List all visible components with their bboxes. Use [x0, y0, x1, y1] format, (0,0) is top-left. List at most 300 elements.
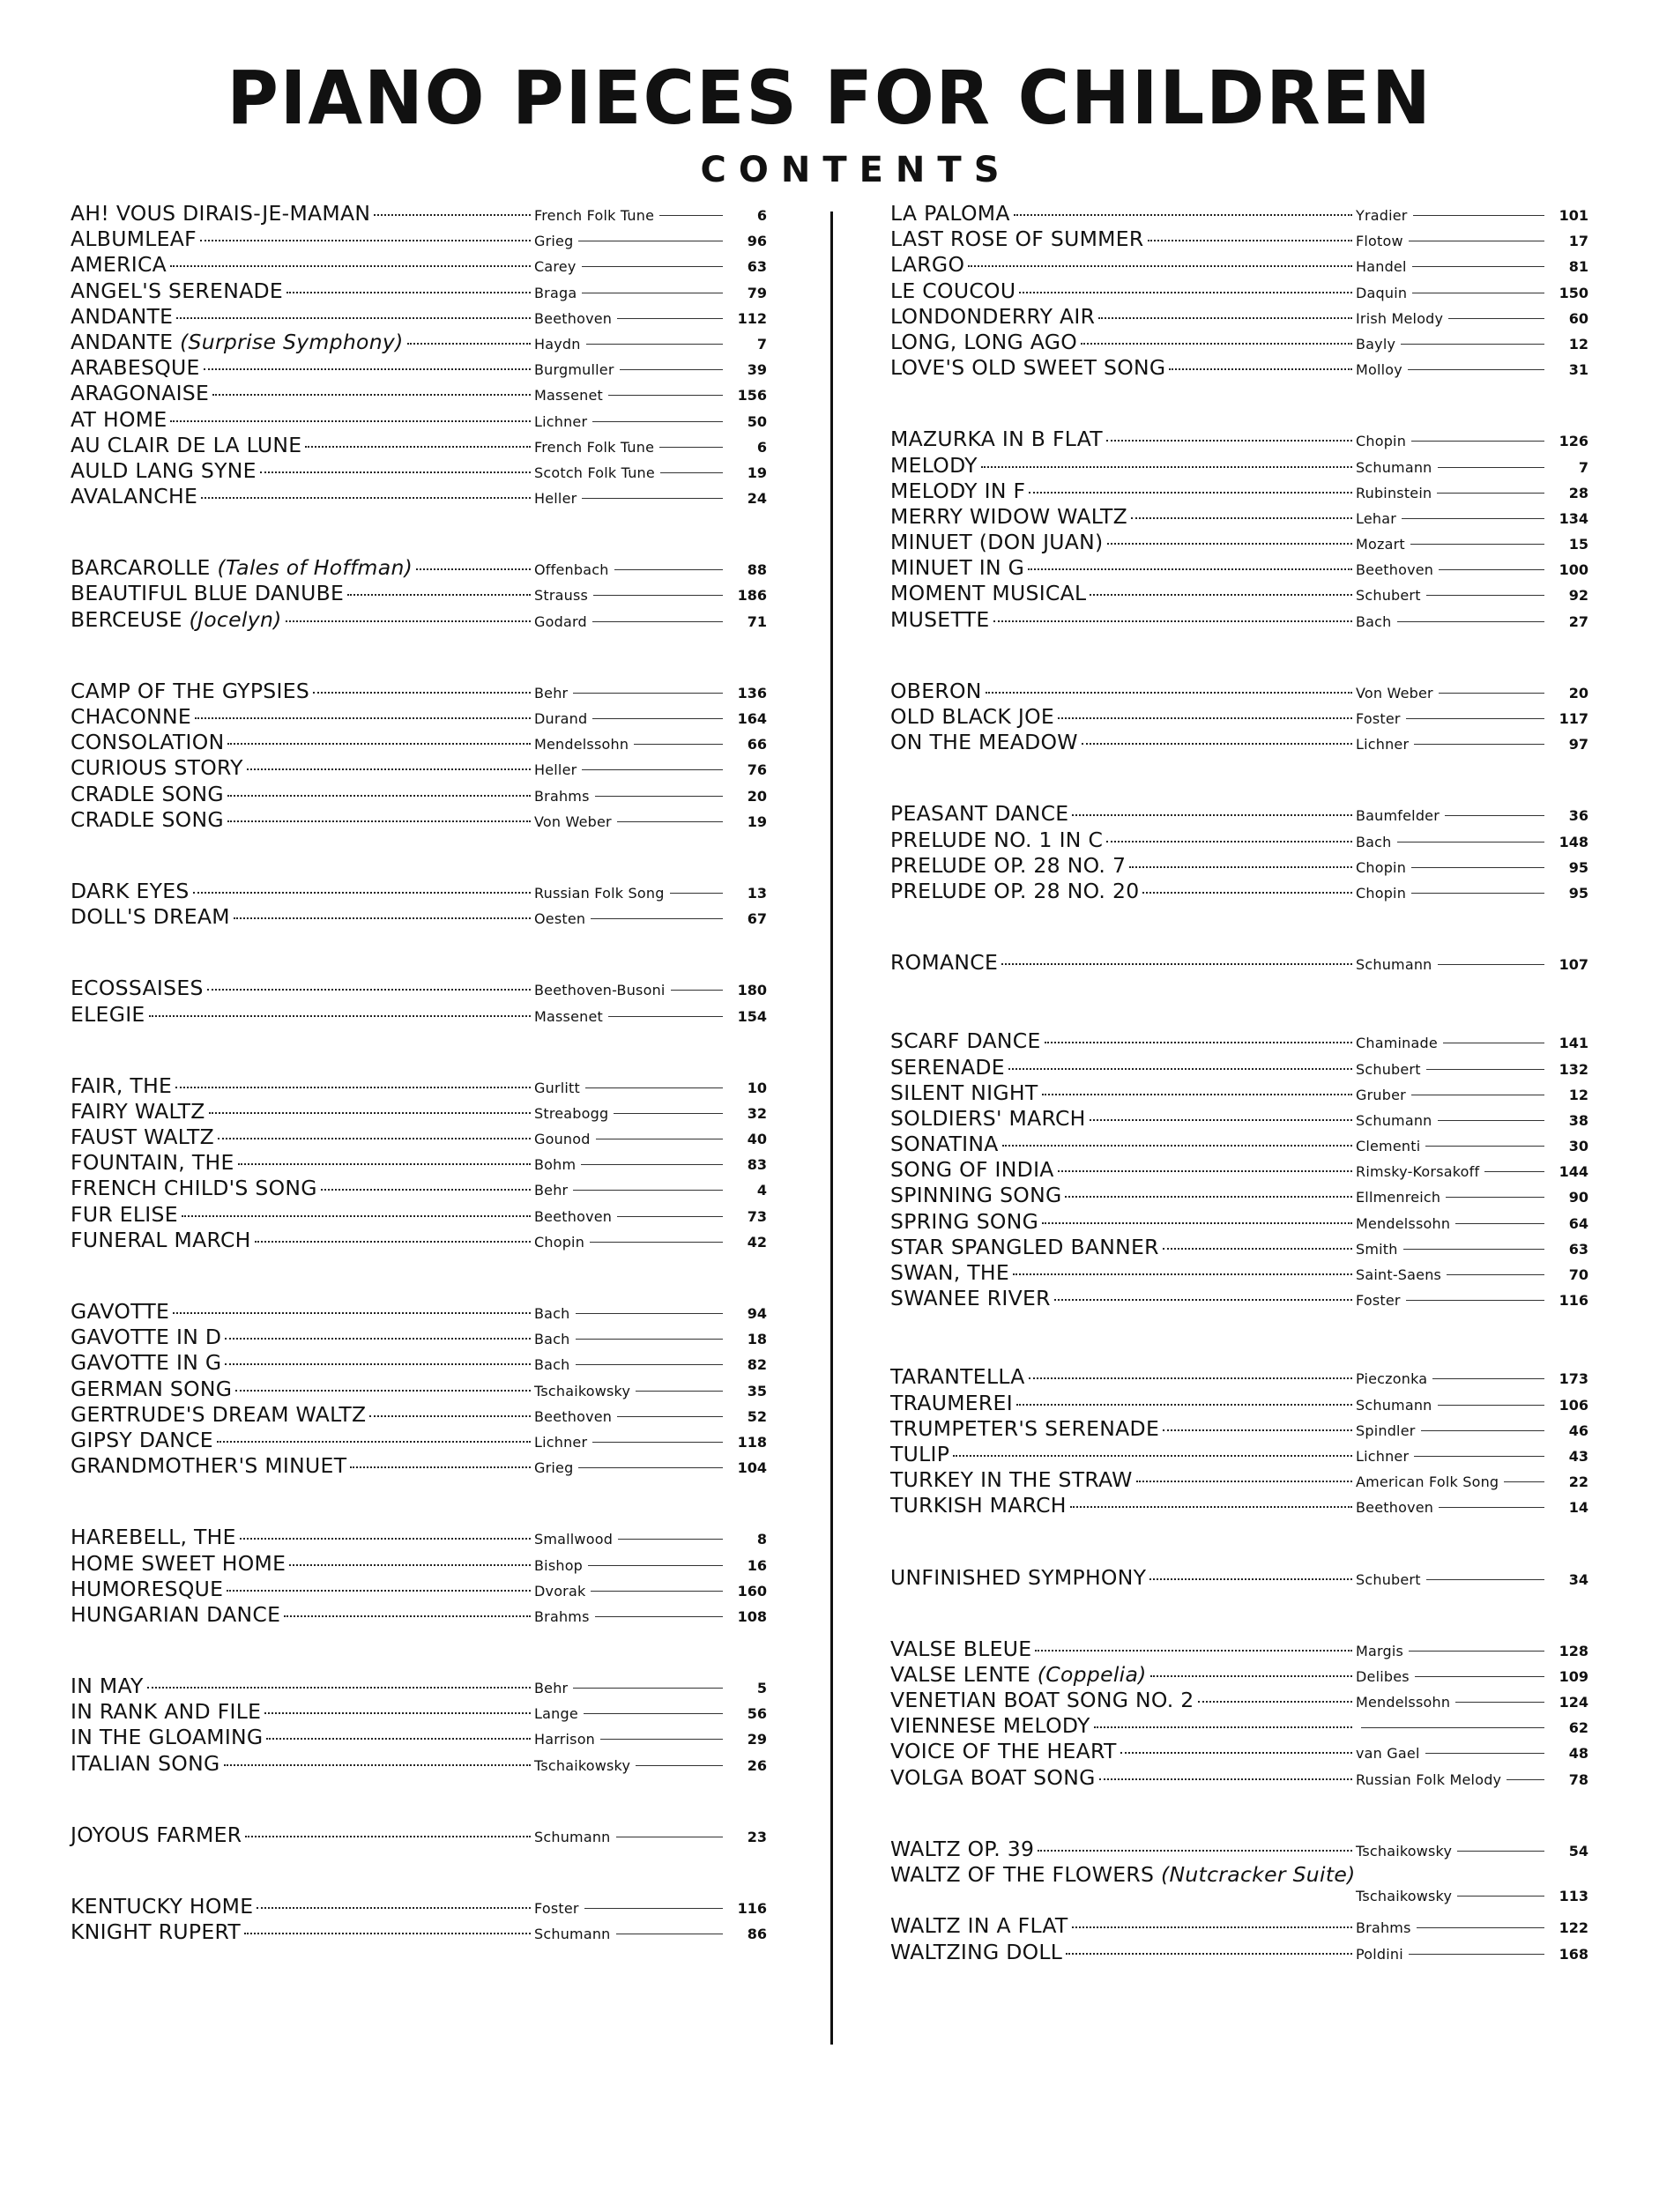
dot-leader — [1169, 368, 1352, 370]
entry-title — [890, 1183, 1061, 1207]
entry-title — [71, 1551, 286, 1576]
composer-name: Mendelssohn — [1356, 1214, 1451, 1232]
dot-leader — [266, 1738, 531, 1740]
composer-name: Von Weber — [534, 813, 612, 830]
entry-title — [890, 355, 1165, 380]
toc-entry-french-child-s-song — [71, 1176, 767, 1201]
entry-title — [71, 226, 197, 251]
entry-title-text: GAVOTTE IN G — [71, 1350, 222, 1376]
entry-composer — [534, 1757, 728, 1774]
toc-entry-gavotte — [71, 1299, 767, 1325]
entry-page-number: 106 — [1559, 1396, 1588, 1414]
dot-leader — [170, 265, 531, 267]
entry-page-number: 160 — [737, 1582, 767, 1600]
entry-composer — [534, 1080, 728, 1096]
composer-name: Brahms — [534, 1607, 590, 1625]
composer-name: Tschaikowsky — [1356, 1888, 1453, 1905]
letter-group — [71, 879, 767, 930]
entry-composer — [534, 982, 728, 998]
entry-composer — [534, 1608, 728, 1625]
entry-title — [890, 1637, 1031, 1661]
composer-name: French Folk Tune — [534, 438, 655, 456]
entry-page-number: 4 — [756, 1182, 767, 1199]
entry-composer — [1356, 1087, 1550, 1103]
entry-title-text: WALTZING DOLL — [890, 1939, 1063, 1964]
dot-leader — [195, 717, 531, 719]
toc-entry-mazurka-in-b-flat — [890, 427, 1588, 452]
composer-name: Beethoven — [1356, 1499, 1434, 1517]
entry-title — [890, 1467, 1133, 1492]
entry-composer — [1356, 1138, 1550, 1154]
dot-leader — [1045, 1042, 1352, 1043]
entry-title-text: TRAUMEREI — [890, 1390, 1013, 1415]
dot-leader — [227, 820, 531, 822]
dot-leader — [170, 420, 531, 422]
entry-page-number: 15 — [1568, 536, 1588, 553]
dot-leader — [1042, 1222, 1352, 1224]
composer-name: Brahms — [1356, 1919, 1411, 1937]
line-leader — [1438, 1405, 1544, 1406]
toc-entry-la-paloma — [890, 201, 1588, 226]
line-leader — [1408, 369, 1544, 370]
composer-name: Schumann — [534, 1926, 611, 1943]
toc-entry-traumerei — [890, 1391, 1588, 1416]
entry-title-text: MOMENT MUSICAL — [890, 581, 1087, 606]
entry-title — [71, 1525, 236, 1549]
line-leader — [582, 498, 723, 499]
toc-entry-prelude-no-1-in-c — [890, 828, 1588, 853]
entry-title-text: ROMANCE — [890, 950, 999, 976]
entry-page-number: 132 — [1559, 1060, 1588, 1078]
entry-page-number: 38 — [1568, 1111, 1588, 1129]
dot-leader — [1131, 517, 1352, 519]
entry-composer — [1356, 561, 1550, 578]
line-leader — [1455, 1702, 1544, 1703]
entry-page-number: 95 — [1568, 858, 1588, 876]
entry-page-number: 81 — [1568, 258, 1588, 276]
composer-name: Smallwood — [534, 1531, 614, 1548]
toc-entry-andante — [71, 330, 767, 355]
toc-entry-sonatina — [890, 1132, 1588, 1157]
composer-name: Mendelssohn — [1356, 1694, 1451, 1711]
dot-leader — [1066, 1953, 1352, 1955]
composer-name: Lehar — [1356, 509, 1396, 527]
toc-entry-in-may — [71, 1674, 767, 1699]
dot-leader — [1072, 1926, 1352, 1928]
line-leader — [592, 718, 723, 719]
toc-entry-continuation — [890, 1888, 1588, 1913]
composer-name: Beethoven — [1356, 561, 1434, 579]
toc-entry-fair-the — [71, 1073, 767, 1099]
entry-title-text: FOUNTAIN, THE — [71, 1150, 234, 1176]
dot-leader — [1016, 1404, 1352, 1406]
entry-title-text: FAIR, THE — [71, 1073, 173, 1098]
entry-title-text: VOICE OF THE HEART — [890, 1739, 1117, 1764]
entry-page-number: 118 — [737, 1433, 767, 1451]
entry-page-number: 29 — [747, 1731, 767, 1748]
letter-group — [71, 1822, 767, 1848]
entry-page-number: 48 — [1568, 1745, 1588, 1763]
line-leader — [617, 318, 723, 319]
composer-name: van Gael — [1356, 1745, 1420, 1763]
toc-entry-musette — [890, 607, 1588, 633]
composer-name: French Folk Tune — [534, 207, 655, 224]
line-leader — [1425, 1146, 1544, 1147]
composer-name: Bayly — [1356, 335, 1396, 353]
toc-entry-tarantella — [890, 1364, 1588, 1390]
entry-page-number: 71 — [747, 612, 767, 630]
line-leader — [576, 1339, 723, 1340]
entry-composer — [534, 561, 728, 578]
composer-name: Brahms — [534, 787, 590, 805]
dot-leader — [1013, 1273, 1352, 1275]
letter-group — [71, 976, 767, 1027]
entry-composer — [534, 736, 728, 753]
entry-title-text: GERMAN SONG — [71, 1376, 233, 1401]
entry-title — [71, 555, 413, 580]
entry-title — [71, 330, 404, 354]
entry-title-text: PRELUDE OP. 28 NO. 20 — [890, 878, 1140, 903]
entry-composer — [534, 1900, 728, 1917]
entry-title-text: FRENCH CHILD'S SONG — [71, 1176, 317, 1201]
dot-leader — [1149, 1578, 1352, 1580]
entry-composer — [534, 1531, 728, 1548]
entry-page-number: 101 — [1559, 207, 1588, 224]
composer-name: Saint-Saens — [1356, 1266, 1442, 1283]
entry-title — [890, 1688, 1194, 1712]
line-leader — [573, 1688, 723, 1689]
entry-title — [71, 1073, 172, 1098]
line-leader — [1410, 544, 1544, 545]
entry-title — [890, 1391, 1013, 1415]
entry-title — [71, 458, 257, 483]
dot-leader — [1090, 594, 1352, 596]
dot-leader — [1142, 892, 1352, 894]
entry-title-text: GRANDMOTHER'S MINUET — [71, 1453, 347, 1479]
dot-leader — [245, 1836, 531, 1837]
page-title: PIANO PIECES FOR CHILDREN — [227, 55, 1432, 141]
toc-entry-berceuse — [71, 607, 767, 633]
entry-composer — [534, 258, 728, 275]
entry-composer — [1356, 1035, 1550, 1051]
composer-name: Dvorak — [534, 1582, 586, 1600]
entry-title-text: MELODY — [890, 452, 978, 478]
composer-name: Bach — [534, 1305, 570, 1322]
entry-title-text: LAST ROSE OF SUMMER — [890, 226, 1144, 252]
contents-heading: CONTENTS — [700, 150, 1012, 190]
toc-entry-gavotte-in-d — [71, 1325, 767, 1350]
entry-title-text: TRUMPETER'S SERENADE — [890, 1415, 1160, 1441]
entry-page-number: 141 — [1559, 1035, 1588, 1052]
entry-composer — [1356, 1571, 1550, 1588]
entry-composer — [534, 587, 728, 604]
entry-page-number: 13 — [747, 884, 767, 902]
entry-composer — [1356, 1215, 1550, 1232]
entry-title-text: LE COUCOU — [890, 278, 1016, 303]
dot-leader — [238, 1163, 531, 1165]
entry-title — [890, 1157, 1054, 1182]
line-leader — [1409, 1651, 1544, 1652]
composer-name: Gruber — [1356, 1086, 1406, 1103]
entry-title-text: KNIGHT RUPERT — [71, 1919, 242, 1945]
line-leader — [1426, 595, 1544, 596]
toc-entry-gertrude-s-dream-waltz — [71, 1402, 767, 1428]
composer-name: Burgmuller — [534, 361, 614, 379]
line-leader — [1413, 215, 1544, 216]
letter-group — [71, 1894, 767, 1945]
letter-group — [890, 427, 1588, 633]
entry-title — [890, 704, 1054, 729]
dot-leader — [1148, 240, 1352, 241]
letter-group — [890, 1028, 1588, 1311]
entry-composer — [1356, 536, 1550, 553]
entry-title — [890, 1837, 1034, 1861]
entry-page-number: 128 — [1559, 1642, 1588, 1659]
toc-entry-love-s-old-sweet-song — [890, 355, 1588, 381]
toc-entry-unfinished-symphony — [890, 1565, 1588, 1591]
line-leader — [595, 796, 723, 797]
composer-name: Bach — [1356, 833, 1392, 850]
entry-title-text: GAVOTTE — [71, 1299, 170, 1324]
composer-name: Carey — [534, 258, 577, 276]
composer-name: Chaminade — [1356, 1035, 1438, 1052]
entry-composer — [534, 1008, 728, 1025]
entry-title-text: SCARF DANCE — [890, 1028, 1041, 1054]
entry-composer — [1356, 1163, 1550, 1180]
toc-entry-venetian-boat-song-no-2 — [890, 1688, 1588, 1713]
entry-page-number: 67 — [747, 910, 767, 928]
entry-composer — [534, 310, 728, 327]
dot-leader — [1094, 1726, 1352, 1728]
letter-group — [890, 1364, 1588, 1518]
entry-page-number: 113 — [1559, 1888, 1588, 1905]
dot-leader — [1106, 440, 1352, 442]
entry-page-number: 40 — [747, 1131, 767, 1148]
dot-leader — [1029, 492, 1352, 494]
dot-leader — [234, 917, 531, 919]
composer-name: Schumann — [1356, 956, 1432, 974]
letter-group — [890, 1565, 1588, 1591]
line-leader — [582, 266, 723, 267]
line-leader — [592, 1442, 723, 1443]
line-leader — [1425, 1753, 1544, 1754]
entry-title-text: IN RANK AND FILE — [71, 1699, 262, 1725]
toc-entry-knight-rupert — [71, 1919, 767, 1945]
entry-title — [71, 1202, 178, 1227]
composer-name: Schubert — [1356, 1060, 1421, 1078]
dot-leader — [212, 394, 531, 396]
entry-title — [890, 530, 1104, 554]
entry-title — [890, 1913, 1068, 1938]
toc-entry-serenade — [890, 1055, 1588, 1080]
dot-leader — [176, 317, 531, 319]
line-leader — [1414, 744, 1544, 745]
composer-name: Harrison — [534, 1731, 596, 1748]
line-leader — [1504, 1481, 1544, 1482]
dot-leader — [1035, 1650, 1352, 1652]
entry-composer — [1356, 710, 1550, 727]
toc-entry-scarf-dance — [890, 1028, 1588, 1054]
entry-composer — [534, 788, 728, 805]
entry-composer — [1356, 834, 1550, 850]
entry-title — [71, 1751, 220, 1776]
composer-name: Bach — [534, 1331, 570, 1348]
dot-leader — [1065, 1196, 1352, 1198]
dot-leader — [1120, 1752, 1352, 1754]
entry-title — [71, 581, 344, 605]
entry-page-number: 24 — [747, 490, 767, 508]
toc-entry-fur-elise — [71, 1202, 767, 1228]
dot-leader — [1014, 214, 1352, 216]
entry-page-number: 180 — [737, 982, 767, 999]
dot-leader — [240, 1538, 531, 1540]
entry-page-number: 164 — [737, 710, 767, 727]
line-leader — [617, 821, 723, 822]
entry-title-text: MAZURKA IN B FLAT — [890, 427, 1103, 452]
composer-name: Mozart — [1356, 536, 1405, 553]
entry-composer — [534, 439, 728, 456]
toc-entry-tulip — [890, 1442, 1588, 1467]
entry-composer — [534, 813, 728, 830]
dot-leader — [1198, 1701, 1352, 1703]
composer-name: Foster — [1356, 710, 1401, 727]
entry-title-text: SPINNING SONG — [890, 1183, 1062, 1208]
entry-title-text: PEASANT DANCE — [890, 801, 1069, 827]
entry-title-text: KENTUCKY HOME — [71, 1894, 254, 1919]
entry-title — [890, 479, 1025, 503]
line-leader — [1445, 815, 1544, 816]
dot-leader — [1150, 1675, 1352, 1677]
composer-name: Baumfelder — [1356, 807, 1440, 825]
line-leader — [1457, 1851, 1544, 1852]
dot-leader — [1098, 317, 1352, 319]
composer-name: Lichner — [534, 1433, 588, 1451]
entry-composer — [1356, 1266, 1550, 1283]
dot-leader — [225, 1363, 531, 1365]
entry-title-text: MINUET (DON JUAN) — [890, 530, 1104, 555]
line-leader — [1432, 1378, 1544, 1379]
dot-leader — [1019, 292, 1352, 293]
entry-title-text: AMERICA — [71, 252, 167, 278]
toc-entry-arabesque — [71, 355, 767, 381]
entry-title-subtitle: (Jocelyn) — [189, 606, 282, 632]
dot-leader — [227, 795, 531, 797]
entry-title — [890, 730, 1078, 754]
dot-leader — [201, 497, 531, 499]
entry-page-number: 108 — [737, 1607, 767, 1625]
toc-entry-in-rank-and-file — [71, 1699, 767, 1725]
entry-title — [890, 555, 1024, 580]
entry-title — [890, 252, 964, 277]
entry-title-text: HAREBELL, THE — [71, 1525, 236, 1550]
toc-entry-hungarian-dance — [71, 1602, 767, 1628]
entry-page-number: 19 — [747, 813, 767, 830]
entry-title-text: CURIOUS STORY — [71, 755, 243, 781]
entry-page-number: 18 — [747, 1331, 767, 1348]
entry-title-text: CHACONNE — [71, 704, 192, 729]
dot-leader — [1163, 1248, 1352, 1250]
line-leader — [1439, 693, 1544, 694]
composer-name: American Folk Song — [1356, 1473, 1499, 1491]
line-leader — [592, 621, 723, 622]
line-leader — [1412, 266, 1544, 267]
composer-name: Lange — [534, 1705, 578, 1723]
entry-title-text: PRELUDE NO. 1 IN C — [890, 827, 1104, 852]
dot-leader — [175, 1087, 531, 1088]
entry-page-number: 5 — [756, 1680, 767, 1697]
composer-name: Bishop — [534, 1556, 584, 1574]
entry-title-text: AVALANCHE — [71, 484, 198, 509]
toc-entry-cradle-song — [71, 807, 767, 833]
toc-entry-minuet-don-juan — [890, 530, 1588, 555]
entry-page-number: 34 — [1568, 1570, 1588, 1588]
dot-leader — [986, 692, 1352, 694]
toc-entry-fountain-the — [71, 1150, 767, 1176]
entry-page-number: 52 — [747, 1407, 767, 1425]
entry-title — [890, 828, 1103, 852]
toc-entry-waltzing-doll — [890, 1940, 1588, 1965]
toc-entry-old-black-joe — [890, 704, 1588, 730]
entry-composer — [1356, 1888, 1550, 1904]
entry-page-number: 6 — [756, 207, 767, 224]
entry-page-number: 104 — [737, 1459, 767, 1477]
letter-group — [890, 201, 1588, 381]
line-leader — [1421, 1430, 1544, 1431]
entry-composer — [1356, 1732, 1550, 1733]
dot-leader — [1029, 1377, 1352, 1379]
entry-composer — [534, 1459, 728, 1476]
entry-title — [71, 1350, 221, 1375]
entry-title — [71, 1377, 232, 1401]
toc-entry-at-home — [71, 407, 767, 433]
entry-title-text: LONDONDERRY AIR — [890, 303, 1096, 329]
entry-composer — [1356, 807, 1550, 824]
entry-composer — [534, 1434, 728, 1451]
contents-column-right — [890, 201, 1588, 1965]
letter-group — [890, 679, 1588, 756]
composer-name: Bach — [534, 1356, 570, 1374]
toc-entry-voice-of-the-heart — [890, 1739, 1588, 1764]
letter-group — [890, 801, 1588, 904]
composer-name: Irish Melody — [1356, 309, 1444, 327]
composer-name: Grieg — [534, 1459, 574, 1477]
entry-title — [890, 504, 1127, 529]
entry-title-text: FAUST WALTZ — [71, 1125, 215, 1150]
entry-title — [71, 730, 224, 754]
entry-composer — [1356, 1946, 1550, 1963]
entry-composer — [534, 1583, 728, 1600]
composer-name: Massenet — [534, 387, 603, 405]
toc-entry-humoresque — [71, 1577, 767, 1602]
composer-name: Streabogg — [534, 1104, 609, 1122]
line-leader — [1411, 893, 1544, 894]
dot-leader — [260, 471, 531, 473]
line-leader — [1403, 1249, 1544, 1250]
toc-entry-waltz-op-39 — [890, 1837, 1588, 1862]
dot-leader — [1106, 841, 1352, 842]
entry-title — [71, 1577, 223, 1601]
composer-name: Smith — [1356, 1240, 1398, 1258]
entry-composer — [1356, 361, 1550, 378]
dot-leader — [1090, 1119, 1352, 1121]
dot-leader — [1107, 543, 1352, 545]
entry-page-number: 66 — [747, 736, 767, 753]
composer-name: Gounod — [534, 1131, 591, 1148]
line-leader — [1361, 1727, 1544, 1728]
dot-leader — [968, 265, 1352, 267]
entry-page-number: 156 — [737, 387, 767, 405]
entry-title — [71, 1428, 213, 1452]
